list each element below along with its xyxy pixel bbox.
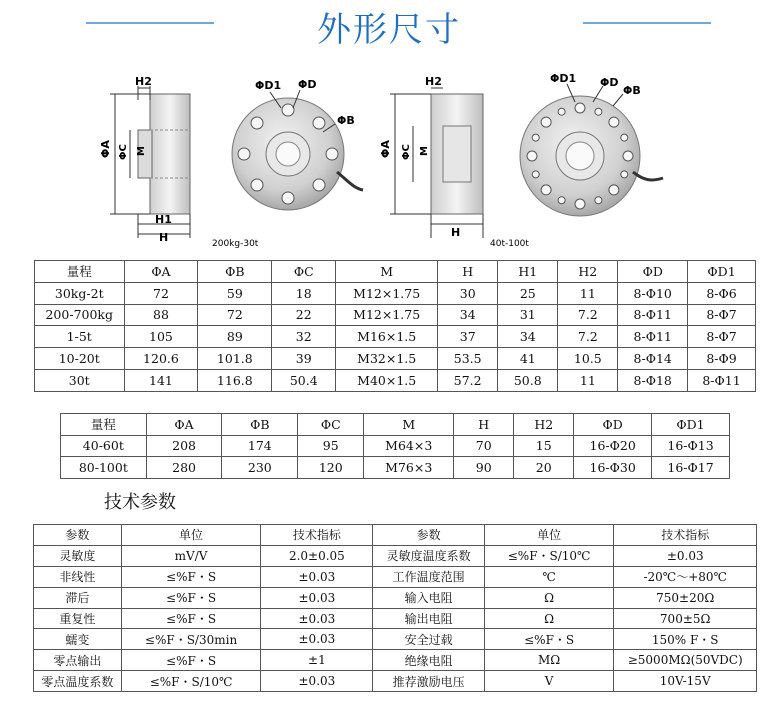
table-cell: 30kg-2t — [35, 282, 125, 304]
right-phi-c-label: ΦC — [401, 144, 412, 160]
bolt-hole — [532, 134, 539, 141]
table-cell: M12×1.75 — [336, 304, 438, 326]
table-row — [35, 369, 756, 391]
table-row — [34, 608, 757, 629]
table-cell: ±0.03 — [261, 566, 373, 587]
header-row — [34, 525, 757, 546]
table-row — [34, 545, 757, 566]
table-cell: ≤%F・S — [121, 587, 261, 608]
header-cell: 单位 — [121, 525, 261, 546]
table-cell: 16-Φ30 — [574, 457, 652, 479]
table-cell: ±0.03 — [261, 587, 373, 608]
table-cell: MΩ — [484, 650, 614, 671]
left-m-label: M — [136, 146, 147, 156]
table-cell: 57.2 — [438, 369, 498, 391]
table-cell: 输入电阻 — [373, 587, 484, 608]
table-cell: 230 — [222, 457, 298, 479]
table-cell: 8-Φ11 — [618, 304, 688, 326]
table-cell: 116.8 — [198, 369, 272, 391]
table-cell: 15 — [514, 435, 574, 457]
table-cell: 8-Φ9 — [688, 348, 756, 370]
table-cell: 70 — [454, 435, 514, 457]
table-cell: 32 — [272, 326, 336, 348]
table-cell: ≤%F・S — [484, 629, 614, 650]
table-cell: V — [484, 671, 614, 692]
table-cell: 101.8 — [198, 348, 272, 370]
table-cell: 59 — [198, 282, 272, 304]
table-cell: 8-Φ6 — [688, 282, 756, 304]
table-cell: 41 — [498, 348, 558, 370]
header-row — [35, 261, 756, 283]
table-row — [35, 348, 756, 370]
header-cell: H2 — [514, 414, 574, 436]
bolt-hole — [623, 151, 633, 161]
table-row — [34, 629, 757, 650]
table-row — [34, 671, 757, 692]
header-cell: 量程 — [35, 261, 125, 283]
table-cell: ±0.03 — [261, 629, 373, 650]
table-cell: 安全过载 — [373, 629, 484, 650]
table-cell: 120.6 — [124, 348, 198, 370]
page-title: 外形尺寸 — [317, 10, 461, 50]
table-cell: M40×1.5 — [336, 369, 438, 391]
header-cell: H1 — [498, 261, 558, 283]
table-cell: ≤%F・S/30min — [121, 629, 261, 650]
bolt-hole — [609, 185, 619, 195]
table-cell: 8-Φ14 — [618, 348, 688, 370]
header-cell: 技术指标 — [614, 525, 757, 546]
header-cell: 技术指标 — [261, 525, 373, 546]
header-cell: ΦD — [618, 261, 688, 283]
left-phi-d-label: ΦD — [298, 78, 317, 91]
bolt-hole — [541, 185, 551, 195]
table-cell: 1-5t — [35, 326, 125, 348]
table-cell: 7.2 — [558, 304, 618, 326]
table-cell: ≥5000MΩ(50VDC) — [614, 650, 757, 671]
bolt-hole — [558, 197, 565, 204]
bolt-hole — [621, 134, 628, 141]
table-cell: 150% F・S — [614, 629, 757, 650]
header-cell: 参数 — [373, 525, 484, 546]
left-phi-d1-label: ΦD1 — [255, 79, 282, 92]
table-cell: ≤%F・S — [121, 650, 261, 671]
table-cell: 10.5 — [558, 348, 618, 370]
table-cell: M32×1.5 — [336, 348, 438, 370]
table-row — [35, 282, 756, 304]
table-cell: 208 — [146, 435, 222, 457]
tech-params-title: 技术参数 — [104, 492, 176, 513]
table-cell: 72 — [124, 282, 198, 304]
right-caption: 40t-100t — [490, 239, 529, 249]
table-cell: 11 — [558, 282, 618, 304]
table-cell: 零点输出 — [34, 650, 122, 671]
right-phi-d1-label: ΦD1 — [550, 72, 577, 85]
table-cell: ±0.03 — [614, 545, 757, 566]
table-cell: 89 — [198, 326, 272, 348]
table-cell: 8-Φ11 — [618, 326, 688, 348]
table-cell: 输出电阻 — [373, 608, 484, 629]
bolt-hole — [595, 197, 602, 204]
header-row — [61, 414, 730, 436]
left-front-view — [212, 78, 363, 249]
right-side-view — [379, 75, 529, 249]
right-h2-label: H2 — [425, 75, 442, 88]
header-cell: ΦB — [222, 414, 298, 436]
table-row — [34, 566, 757, 587]
table-cell: 700±5Ω — [614, 608, 757, 629]
table-cell: ℃ — [484, 566, 614, 587]
table-cell: 非线性 — [34, 566, 122, 587]
table-cell: 72 — [198, 304, 272, 326]
table-cell: 16-Φ20 — [574, 435, 652, 457]
header-cell: ΦD1 — [688, 261, 756, 283]
table-cell: 8-Φ10 — [618, 282, 688, 304]
left-side-view — [99, 75, 190, 244]
left-h2-label: H2 — [135, 75, 152, 88]
header-cell: ΦD1 — [652, 414, 730, 436]
table-cell: 30 — [438, 282, 498, 304]
table-cell: 16-Φ17 — [652, 457, 730, 479]
table-cell: 7.2 — [558, 326, 618, 348]
table-cell: 30t — [35, 369, 125, 391]
dimension-table-small — [34, 260, 756, 392]
table-cell: 90 — [454, 457, 514, 479]
bolt-hole — [532, 171, 539, 178]
header-cell: M — [364, 414, 454, 436]
table-cell: ≤%F・S — [121, 608, 261, 629]
table-cell: mV/V — [121, 545, 261, 566]
bolt-hole — [541, 117, 551, 127]
table-cell: 2.0±0.05 — [261, 545, 373, 566]
table-cell: 34 — [498, 326, 558, 348]
right-phi-b-label: ΦB — [623, 84, 641, 97]
table-cell: 750±20Ω — [614, 587, 757, 608]
table-cell: 11 — [558, 369, 618, 391]
header-cell: M — [336, 261, 438, 283]
table-cell: ±0.03 — [261, 671, 373, 692]
table-cell: 105 — [124, 326, 198, 348]
table-cell: 8-Φ7 — [688, 304, 756, 326]
table-cell: 18 — [272, 282, 336, 304]
table-cell: 10-20t — [35, 348, 125, 370]
right-phi-a-label: ΦA — [379, 140, 392, 158]
header-cell: ΦA — [124, 261, 198, 283]
table-cell: M64×3 — [364, 435, 454, 457]
table-cell: 88 — [124, 304, 198, 326]
table-cell: 推荐激励电压 — [373, 671, 484, 692]
header-cell: 单位 — [484, 525, 614, 546]
table-cell: 10V-15V — [614, 671, 757, 692]
table-cell: 25 — [498, 282, 558, 304]
table-cell: Ω — [484, 587, 614, 608]
table-cell: 280 — [146, 457, 222, 479]
table-cell: 灵敏度 — [34, 545, 122, 566]
table-cell: M12×1.75 — [336, 282, 438, 304]
header-cell: 参数 — [34, 525, 122, 546]
right-m-label: M — [419, 146, 430, 156]
header-cell: H — [438, 261, 498, 283]
left-h-label: H — [159, 231, 169, 244]
bolt-hole — [621, 171, 628, 178]
table-cell: ≤%F・S/10℃ — [484, 545, 614, 566]
table-cell: 滞后 — [34, 587, 122, 608]
table-cell: 工作温度范围 — [373, 566, 484, 587]
bolt-hole — [558, 108, 565, 115]
table-cell: ≤%F・S — [121, 566, 261, 587]
table-cell: 37 — [438, 326, 498, 348]
table-cell: 50.4 — [272, 369, 336, 391]
table-cell: ±1 — [261, 650, 373, 671]
table-cell: ≤%F・S/10℃ — [121, 671, 261, 692]
table-cell: 31 — [498, 304, 558, 326]
table-cell: 80-100t — [61, 457, 147, 479]
table-cell: 8-Φ7 — [688, 326, 756, 348]
left-h1-label: H1 — [155, 213, 172, 226]
header-cell: ΦA — [146, 414, 222, 436]
left-phi-b-label: ΦB — [337, 114, 355, 127]
header-cell: H — [454, 414, 514, 436]
table-cell: ±0.03 — [261, 608, 373, 629]
dimension-table-large — [60, 413, 730, 479]
table-cell: 8-Φ11 — [688, 369, 756, 391]
table-row — [35, 326, 756, 348]
table-cell: 34 — [438, 304, 498, 326]
table-row — [61, 435, 730, 457]
table-row — [34, 650, 757, 671]
bolt-hole — [609, 117, 619, 127]
table-cell: 40-60t — [61, 435, 147, 457]
left-phi-a-label: ΦA — [99, 140, 112, 158]
table-cell: 22 — [272, 304, 336, 326]
header-cell: ΦB — [198, 261, 272, 283]
table-cell: 8-Φ18 — [618, 369, 688, 391]
table-cell: 灵敏度温度系数 — [373, 545, 484, 566]
bolt-hole — [595, 108, 602, 115]
table-cell: 蠕变 — [34, 629, 122, 650]
table-row — [61, 457, 730, 479]
table-cell: 120 — [298, 457, 364, 479]
table-cell: 零点温度系数 — [34, 671, 122, 692]
tech-params-table — [33, 524, 757, 692]
left-caption: 200kg-30t — [212, 239, 259, 249]
bolt-hole — [527, 151, 537, 161]
table-cell: 200-700kg — [35, 304, 125, 326]
table-cell: M76×3 — [364, 457, 454, 479]
table-cell: 50.8 — [498, 369, 558, 391]
table-cell: 53.5 — [438, 348, 498, 370]
dimension-drawings — [95, 72, 685, 257]
table-cell: 174 — [222, 435, 298, 457]
right-phi-d-label: ΦD — [600, 76, 619, 89]
table-cell: 20 — [514, 457, 574, 479]
table-cell: -20℃～+80℃ — [614, 566, 757, 587]
bolt-hole — [575, 103, 585, 113]
header-cell: ΦC — [298, 414, 364, 436]
header-cell: H2 — [558, 261, 618, 283]
header-cell: ΦD — [574, 414, 652, 436]
table-cell: 16-Φ13 — [652, 435, 730, 457]
table-cell: 重复性 — [34, 608, 122, 629]
left-phi-c-label: ΦC — [118, 144, 129, 160]
right-h-label: H — [451, 226, 461, 239]
table-cell: 39 — [272, 348, 336, 370]
table-cell: 141 — [124, 369, 198, 391]
header-cell: ΦC — [272, 261, 336, 283]
bolt-hole — [575, 199, 585, 209]
table-cell: 绝缘电阻 — [373, 650, 484, 671]
table-row — [34, 587, 757, 608]
right-front-view — [520, 72, 663, 216]
table-cell: Ω — [484, 608, 614, 629]
table-cell: 95 — [298, 435, 364, 457]
table-row — [35, 304, 756, 326]
table-cell: M16×1.5 — [336, 326, 438, 348]
header-cell: 量程 — [61, 414, 147, 436]
